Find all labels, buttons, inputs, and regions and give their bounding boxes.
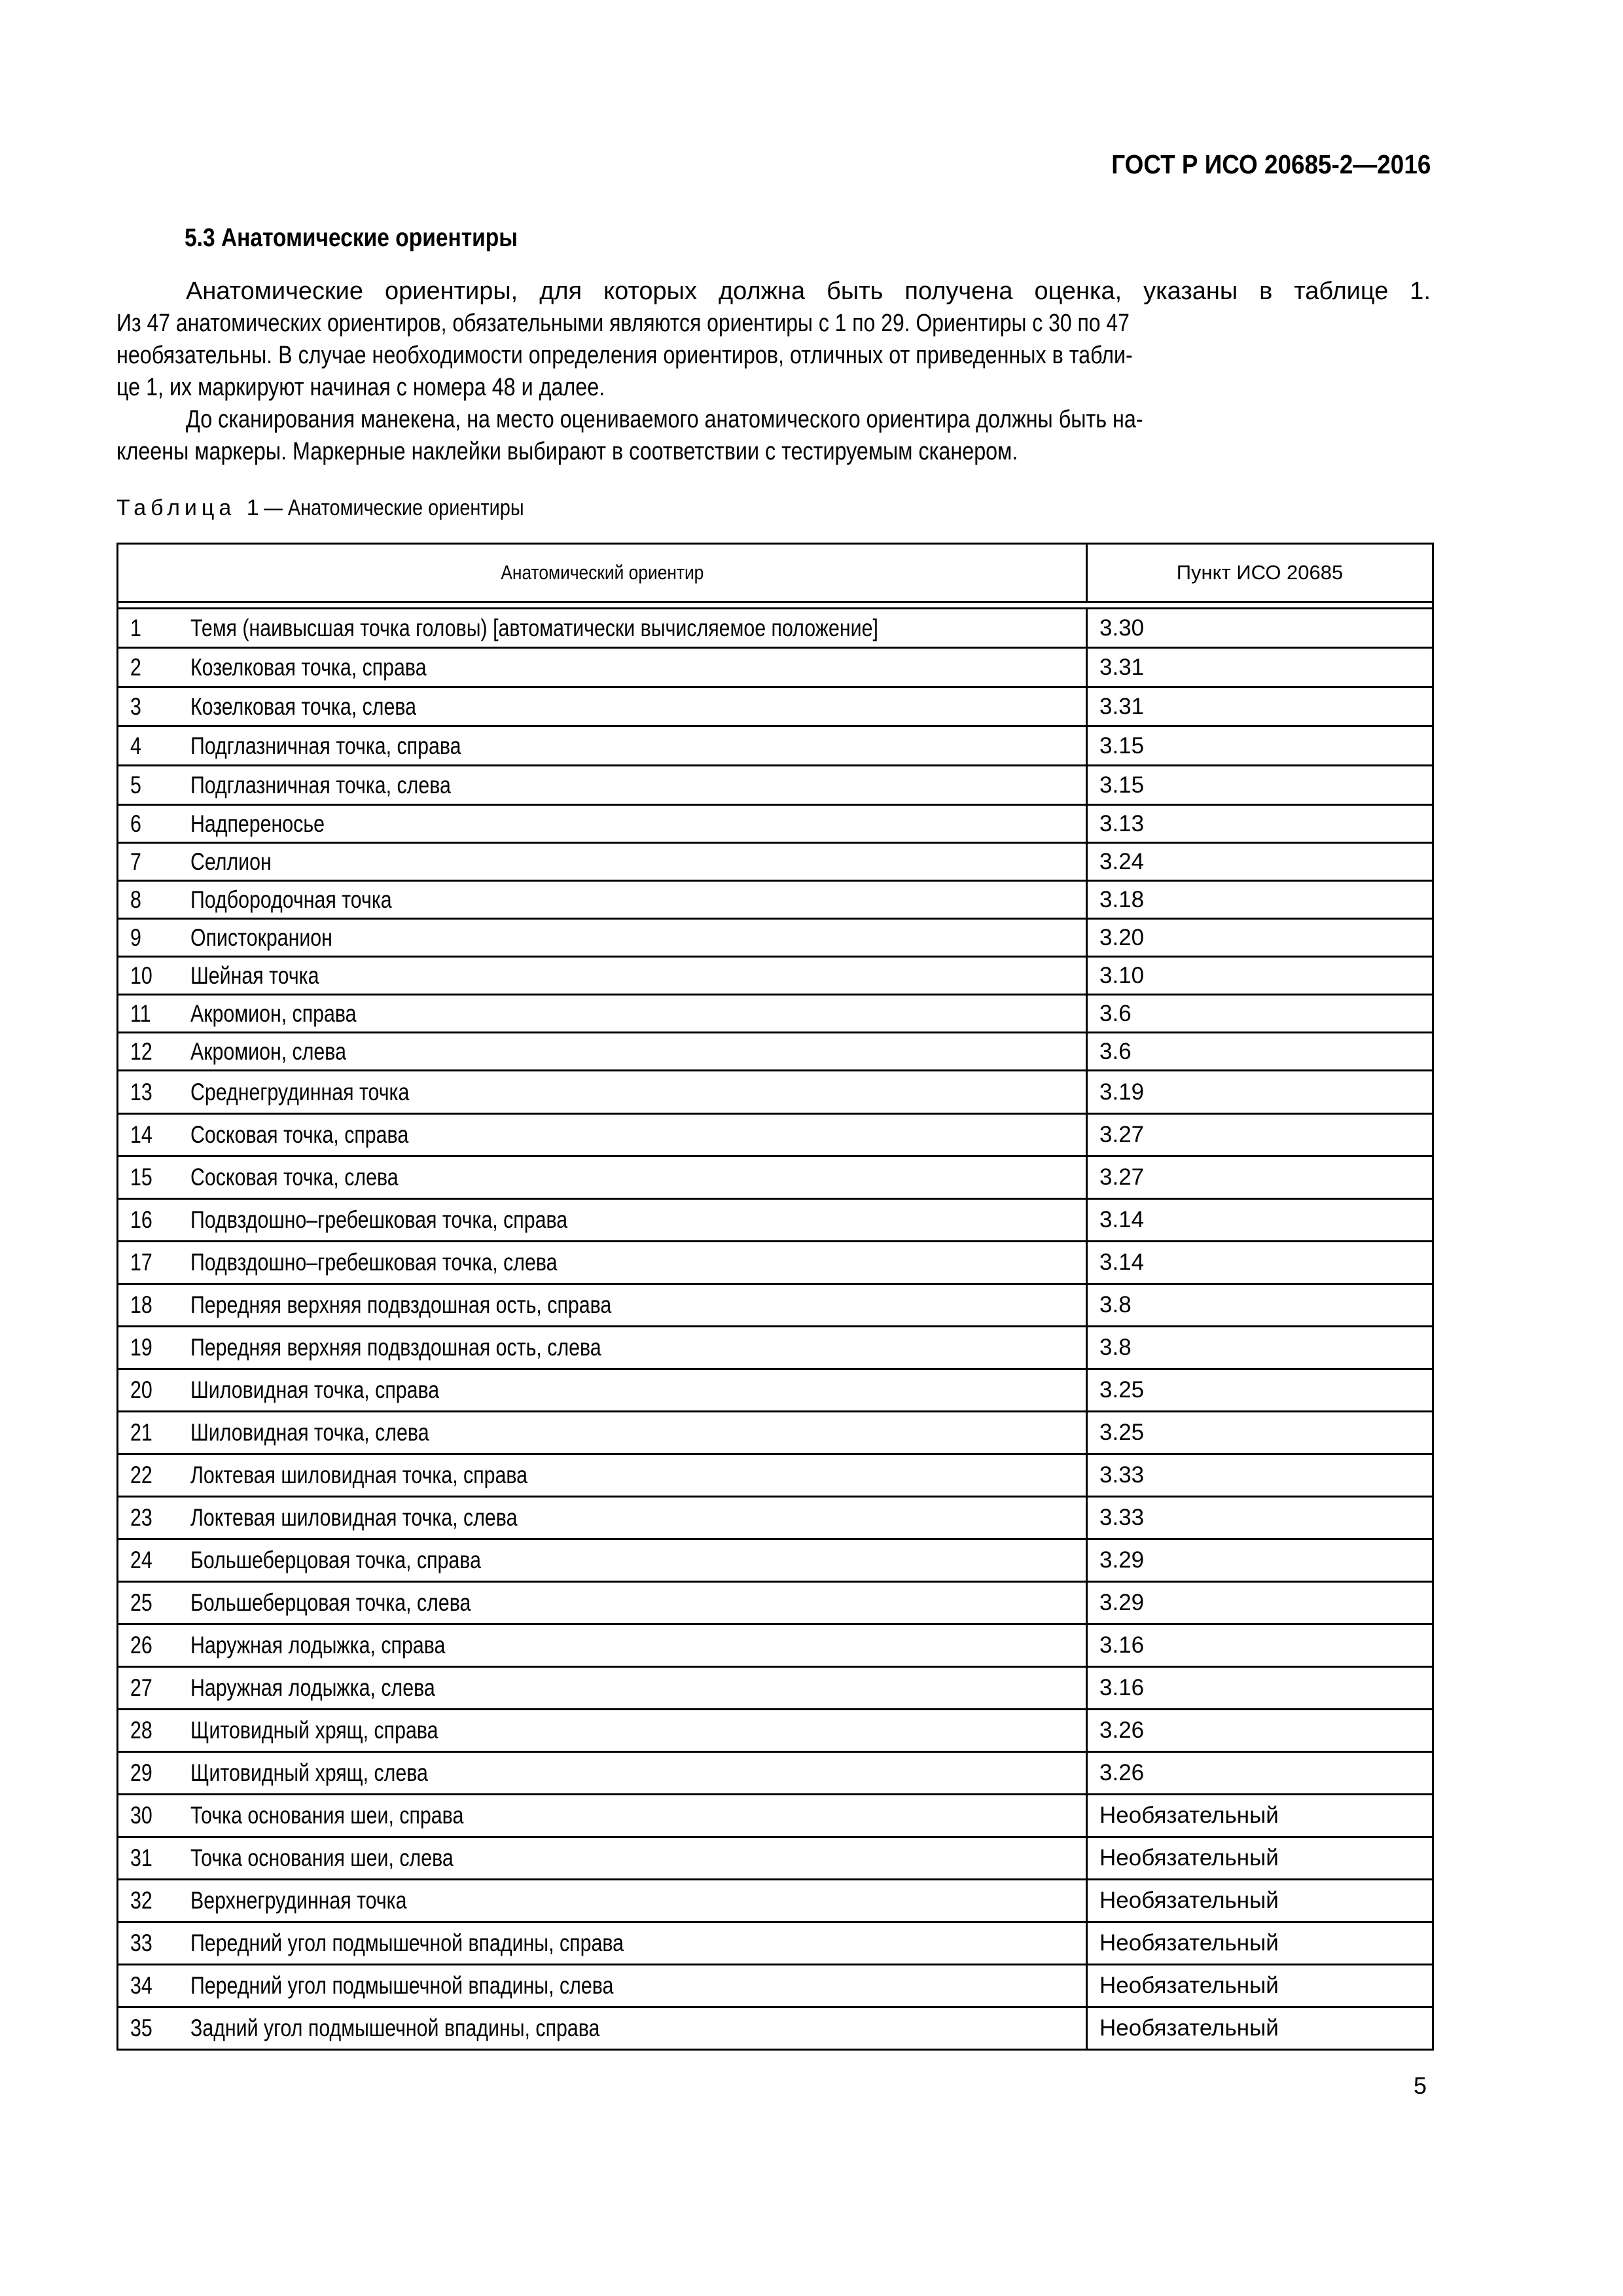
iso-clause-cell: 3.14: [1087, 1242, 1433, 1284]
landmark-number: 10: [130, 961, 152, 989]
table-row: [118, 1582, 1433, 1624]
iso-clause-cell: 3.16: [1087, 1624, 1433, 1667]
section-heading: 5.3 Анатомические ориентиры: [185, 224, 518, 252]
table-row: [118, 1284, 1433, 1327]
landmark-name: Локтевая шиловидная точка, справа: [190, 1462, 528, 1488]
table-row: [118, 2007, 1433, 2050]
landmark-name: Передняя верхняя подвздошная ость, слева: [190, 1334, 601, 1361]
table-row: [118, 1922, 1433, 1965]
landmark-cell: [118, 1327, 1087, 1369]
iso-clause-cell: 3.10: [1087, 957, 1433, 995]
landmark-cell: [118, 1880, 1087, 1922]
landmark-name: Задний угол подмышечной впадины, справа: [190, 2015, 600, 2041]
landmark-name: Темя (наивысшая точка головы) [автоматически вычисляемое положение]: [190, 614, 878, 641]
iso-clause-cell: Необязательный: [1087, 2007, 1433, 2050]
iso-clause-cell: Необязательный: [1087, 1880, 1433, 1922]
page-number: 5: [1414, 2072, 1427, 2099]
iso-clause-cell: 3.8: [1087, 1284, 1433, 1327]
landmark-cell: [118, 1667, 1087, 1710]
landmark-name: Передняя верхняя подвздошная ость, справа: [190, 1291, 612, 1318]
table-row: [118, 1965, 1433, 2007]
landmark-cell: [118, 1624, 1087, 1667]
landmark-number: 1: [130, 614, 141, 641]
column-header-iso-clause: Пункт ИСО 20685: [1087, 544, 1433, 602]
iso-clause-cell: 3.8: [1087, 1327, 1433, 1369]
landmark-name: Шейная точка: [190, 961, 319, 989]
table-row: [118, 1114, 1433, 1157]
table-row: [118, 1497, 1433, 1539]
iso-clause-cell: Необязательный: [1087, 1922, 1433, 1965]
landmark-cell: [118, 1497, 1087, 1539]
landmark-cell: [118, 1837, 1087, 1880]
iso-clause-cell: 3.29: [1087, 1539, 1433, 1582]
landmark-name: Передний угол подмышечной впадины, слева: [190, 1972, 614, 1999]
table-row: [118, 687, 1433, 726]
landmark-cell: [118, 1284, 1087, 1327]
table-row: [118, 1369, 1433, 1412]
landmark-number: 14: [130, 1121, 152, 1148]
landmarks-table: [116, 543, 1434, 2051]
landmark-cell: [118, 687, 1087, 726]
table-row: [118, 957, 1433, 995]
paragraph-line: клеены маркеры. Маркерные наклейки выбирают в соответствии с тестируемым сканером.: [116, 438, 1018, 465]
landmark-cell: [118, 1710, 1087, 1752]
landmark-name: Шиловидная точка, справа: [190, 1376, 440, 1403]
landmark-cell: [118, 1539, 1087, 1582]
landmark-number: 11: [130, 999, 151, 1027]
iso-clause-cell: 3.25: [1087, 1412, 1433, 1454]
table-row: [118, 1710, 1433, 1752]
column-header-landmark: Анатомический ориентир: [118, 544, 1087, 602]
landmark-cell: [118, 1033, 1087, 1071]
landmark-name: Щитовидный хрящ, справа: [190, 1717, 438, 1744]
landmark-name: Среднегрудинная точка: [190, 1078, 410, 1105]
landmark-name: Большеберцовая точка, справа: [190, 1547, 481, 1573]
landmark-number: 26: [130, 1632, 152, 1659]
table-row: [118, 1033, 1433, 1071]
landmark-name: Передний угол подмышечной впадины, справа: [190, 1929, 624, 1956]
iso-clause-cell: 3.24: [1087, 843, 1433, 881]
iso-clause-cell: 3.14: [1087, 1199, 1433, 1242]
table-row: [118, 648, 1433, 687]
landmark-cell: [118, 766, 1087, 805]
table-row: [118, 609, 1433, 648]
landmark-number: 29: [130, 1759, 152, 1786]
landmark-number: 2: [130, 653, 141, 681]
landmark-cell: [118, 1412, 1087, 1454]
iso-clause-cell: Необязательный: [1087, 1837, 1433, 1880]
iso-clause-cell: 3.29: [1087, 1582, 1433, 1624]
landmark-number: 12: [130, 1037, 152, 1065]
table-row: [118, 1157, 1433, 1199]
landmark-name: Подглазничная точка, справа: [190, 732, 461, 759]
landmark-number: 23: [130, 1504, 152, 1531]
landmark-cell: [118, 726, 1087, 766]
iso-clause-cell: 3.31: [1087, 687, 1433, 726]
landmark-name: Точка основания шеи, слева: [190, 1844, 454, 1871]
landmark-cell: [118, 1454, 1087, 1497]
landmark-name: Надпереносье: [190, 810, 325, 837]
landmark-cell: [118, 609, 1087, 648]
iso-clause-cell: 3.30: [1087, 609, 1433, 648]
table-row: [118, 1071, 1433, 1114]
landmark-cell: [118, 843, 1087, 881]
table-header-row: [118, 544, 1433, 602]
landmark-number: 33: [130, 1929, 152, 1956]
table-row: [118, 766, 1433, 805]
landmark-cell: [118, 648, 1087, 687]
landmark-name: Козелковая точка, справа: [190, 653, 427, 681]
landmark-name: Акромион, слева: [190, 1037, 346, 1065]
landmark-name: Козелковая точка, слева: [190, 692, 416, 720]
landmark-cell: [118, 1965, 1087, 2007]
table-row: [118, 1880, 1433, 1922]
table-row: [118, 1752, 1433, 1795]
iso-clause-cell: 3.27: [1087, 1157, 1433, 1199]
landmark-name: Верхнегрудинная точка: [190, 1887, 407, 1914]
table-row: [118, 1667, 1433, 1710]
landmark-cell: [118, 1922, 1087, 1965]
iso-clause-cell: 3.19: [1087, 1071, 1433, 1114]
iso-clause-cell: 3.33: [1087, 1497, 1433, 1539]
landmark-cell: [118, 919, 1087, 957]
iso-clause-cell: 3.26: [1087, 1752, 1433, 1795]
landmark-name: Подвздошно–гребешковая точка, слева: [190, 1249, 558, 1276]
landmark-name: Точка основания шеи, справа: [190, 1802, 464, 1829]
iso-clause-cell: 3.15: [1087, 766, 1433, 805]
iso-clause-cell: 3.6: [1087, 1033, 1433, 1071]
table-row: [118, 1624, 1433, 1667]
landmark-number: 4: [130, 732, 141, 759]
landmark-number: 13: [130, 1078, 152, 1105]
table-row: [118, 805, 1433, 843]
iso-clause-cell: 3.15: [1087, 726, 1433, 766]
iso-clause-cell: 3.33: [1087, 1454, 1433, 1497]
document-code-header: ГОСТ Р ИСО 20685-2—2016: [1111, 149, 1431, 179]
landmark-number: 15: [130, 1164, 152, 1191]
landmark-cell: [118, 1199, 1087, 1242]
landmark-name: Подвздошно–гребешковая точка, справа: [190, 1206, 568, 1233]
landmark-number: 28: [130, 1717, 152, 1744]
landmark-name: Опистокранион: [190, 924, 332, 951]
landmark-cell: [118, 1369, 1087, 1412]
iso-clause-cell: Необязательный: [1087, 1795, 1433, 1837]
paragraph-line: необязательны. В случае необходимости определения ориентиров, отличных от приведенных в табли-: [116, 342, 1133, 369]
iso-clause-cell: 3.16: [1087, 1667, 1433, 1710]
table-row: [118, 1795, 1433, 1837]
landmark-number: 24: [130, 1547, 152, 1573]
landmark-number: 19: [130, 1334, 152, 1361]
landmark-name: Наружная лодыжка, слева: [190, 1674, 435, 1701]
landmark-number: 16: [130, 1206, 152, 1233]
landmark-number: 30: [130, 1802, 152, 1829]
landmark-name: Акромион, справа: [190, 999, 357, 1027]
landmark-number: 20: [130, 1376, 152, 1403]
landmark-number: 8: [130, 886, 141, 913]
iso-clause-cell: 3.20: [1087, 919, 1433, 957]
landmark-cell: [118, 1795, 1087, 1837]
landmark-name: Сосковая точка, справа: [190, 1121, 409, 1148]
table-row: [118, 1412, 1433, 1454]
landmark-number: 5: [130, 771, 141, 798]
landmark-cell: [118, 957, 1087, 995]
iso-clause-cell: 3.27: [1087, 1114, 1433, 1157]
table-caption: [116, 495, 569, 521]
landmark-number: 32: [130, 1887, 152, 1914]
iso-clause-cell: 3.25: [1087, 1369, 1433, 1412]
landmark-name: Локтевая шиловидная точка, слева: [190, 1504, 518, 1531]
landmark-name: Шиловидная точка, слева: [190, 1419, 429, 1446]
landmark-cell: [118, 2007, 1087, 2050]
landmark-name: Подглазничная точка, слева: [190, 771, 451, 798]
table-caption-label: Таблица 1: [116, 495, 264, 520]
landmark-cell: [118, 1752, 1087, 1795]
paragraph-line: це 1, их маркируют начиная с номера 48 и далее.: [116, 374, 605, 401]
landmark-cell: [118, 995, 1087, 1033]
landmark-number: 21: [130, 1419, 152, 1446]
landmark-number: 35: [130, 2015, 152, 2041]
landmark-cell: [118, 805, 1087, 843]
landmark-number: 18: [130, 1291, 152, 1318]
iso-clause-cell: 3.31: [1087, 648, 1433, 687]
iso-clause-cell: 3.6: [1087, 995, 1433, 1033]
landmark-number: 34: [130, 1972, 152, 1999]
table-row: [118, 1539, 1433, 1582]
table-row: [118, 1837, 1433, 1880]
landmark-number: 31: [130, 1844, 152, 1871]
landmark-cell: [118, 1157, 1087, 1199]
iso-clause-cell: 3.18: [1087, 881, 1433, 919]
landmark-number: 25: [130, 1589, 152, 1616]
header-separator: [118, 602, 1433, 609]
landmark-cell: [118, 1582, 1087, 1624]
landmark-number: 6: [130, 810, 141, 837]
table-row: [118, 881, 1433, 919]
landmark-cell: [118, 881, 1087, 919]
paragraph-line: Анатомические ориентиры, для которых должна быть получена оценка, указаны в таблице 1.: [186, 278, 1431, 305]
landmark-cell: [118, 1071, 1087, 1114]
landmark-name: Подбородочная точка: [190, 886, 392, 913]
landmark-name: Большеберцовая точка, слева: [190, 1589, 471, 1616]
table-caption-title: — Анатомические ориентиры: [263, 495, 524, 520]
table-row: [118, 1199, 1433, 1242]
table-row: [118, 919, 1433, 957]
landmark-number: 3: [130, 692, 141, 720]
landmark-number: 27: [130, 1674, 152, 1701]
table-row: [118, 1327, 1433, 1369]
table-row: [118, 726, 1433, 766]
landmark-cell: [118, 1242, 1087, 1284]
iso-clause-cell: 3.13: [1087, 805, 1433, 843]
landmark-number: 9: [130, 924, 141, 951]
iso-clause-cell: 3.26: [1087, 1710, 1433, 1752]
table-row: [118, 843, 1433, 881]
landmark-number: 17: [130, 1249, 152, 1276]
landmark-name: Сосковая точка, слева: [190, 1164, 399, 1191]
landmark-name: Щитовидный хрящ, слева: [190, 1759, 428, 1786]
landmark-number: 22: [130, 1462, 152, 1488]
landmark-cell: [118, 1114, 1087, 1157]
landmark-name: Селлион: [190, 848, 272, 875]
table-row: [118, 1454, 1433, 1497]
landmark-name: Наружная лодыжка, справа: [190, 1632, 446, 1659]
landmark-number: 7: [130, 848, 141, 875]
table-row: [118, 1242, 1433, 1284]
iso-clause-cell: Необязательный: [1087, 1965, 1433, 2007]
paragraph-line: До сканирования манекена, на место оцениваемого анатомического ориентира должны быть на-: [186, 406, 1143, 433]
table-row: [118, 995, 1433, 1033]
paragraph-line: Из 47 анатомических ориентиров, обязательными являются ориентиры с 1 по 29. Ориентиры с 30 по 47: [116, 310, 1130, 337]
